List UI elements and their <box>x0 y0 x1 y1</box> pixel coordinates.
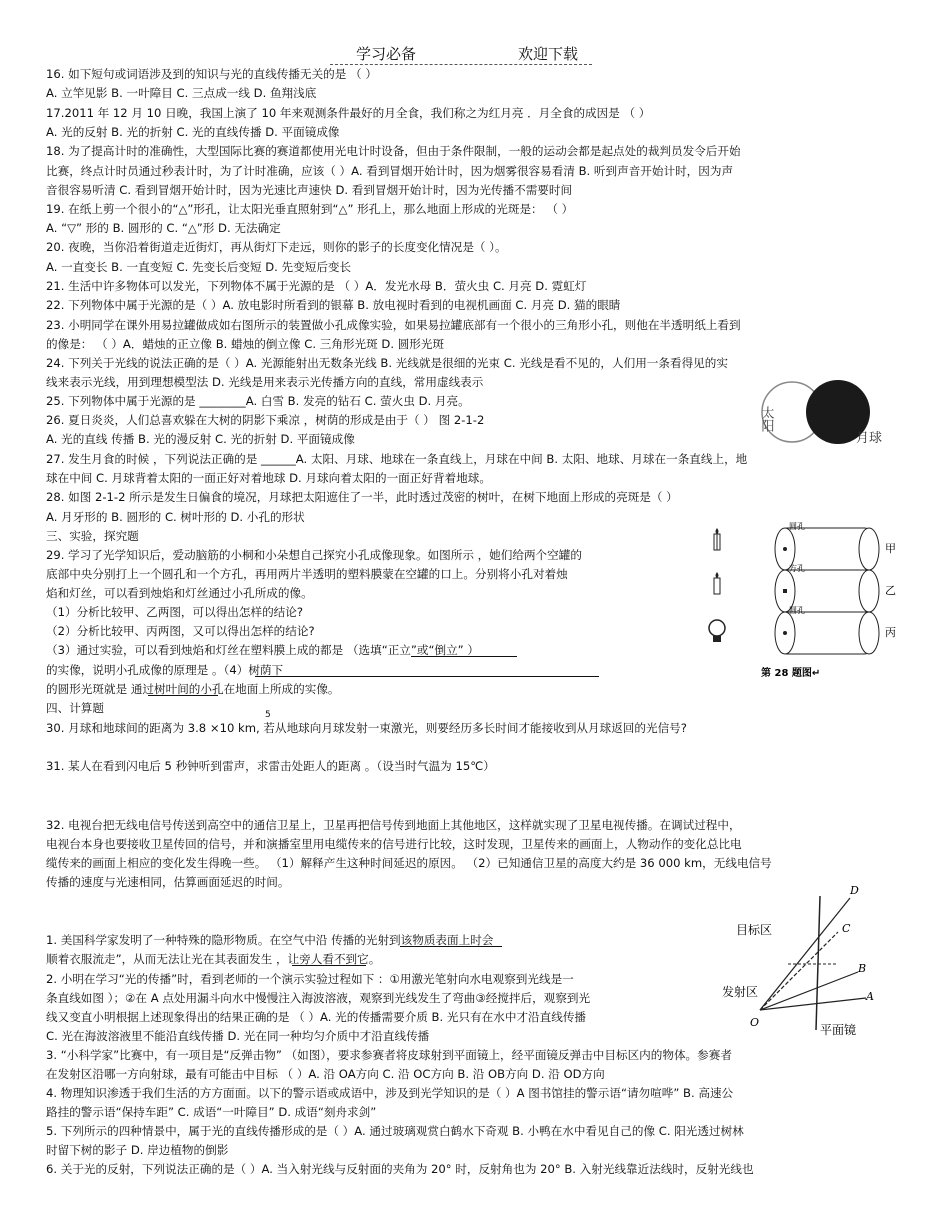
figure-caption: 第 28 题图↵ <box>761 668 821 679</box>
text-line: 16. 如下短句或词语涉及到的知识与光的直线传播无关的是 （ ） <box>46 67 377 81</box>
answer-blank[interactable] <box>255 676 599 677</box>
text-line: 4. 物理知识渗透于我们生活的方方面面。以下的警示语或成语中，涉及到光学知识的是（ ）A 图书馆挂的警示语“请勿喧哗” B. 高速公 <box>46 1086 734 1100</box>
text-line: 27. 发生月食的时候 ，下列说法正确的是 ______A. 太阳、月球、地球在一条直线上，月球在中间 B. 太阳、地球、月球在一条直线上，地 <box>46 452 748 466</box>
text-line: 29. 学习了光学知识后，爱动脑筋的小桐和小朵想自己探究小孔成像现象。如图所示 ，她们给两个空罐的 <box>46 548 582 562</box>
eclipse-figure <box>752 378 898 450</box>
text-line: 2. 小明在学习“光的传播”时，看到老师的一个演示实验过程如下 ：①用激光笔射向水电观察到光线是一 <box>46 972 574 986</box>
sun-label: 太阳 <box>758 406 774 432</box>
text-line: 时留下树的影子 D. 岸边植物的倒影 <box>46 1143 229 1157</box>
mirror-target-figure <box>720 880 900 1040</box>
text-line: 28. 如图 2-1-2 所示是发生日偏食的境况，月球把太阳遮住了一半，此时透过茂密的树叶，在树下地面上形成的亮斑是（ ） <box>46 490 678 504</box>
pinhole-can-figure <box>705 520 901 682</box>
header-left: 学习必备 <box>356 45 417 63</box>
text-line: 底部中央分别打上一个圆孔和一个方孔，再用两片半透明的塑料膜蒙在空罐的口上。分别将小孔对着烛 <box>46 567 568 581</box>
lightbulb-icon <box>709 620 725 636</box>
answer-blank[interactable] <box>292 965 366 966</box>
text-line: A. “▽” 形的 B. 圆形的 C. “△”形 D. 无法确定 <box>46 221 281 235</box>
text-line: 在发射区沿哪一方向射球，最有可能击中目标 （ ）A. 沿 OA方向 C. 沿 OC方向 B. 沿 OB方向 D. 沿 OD方向 <box>46 1067 605 1081</box>
text-line: （2）分析比较甲、丙两图，又可以得出怎样的结论? <box>46 624 315 638</box>
text-line: 26. 夏日炎炎，人们总喜欢躲在大树的阴影下乘凉 ，树荫的形成是由于（ ） 图 2-1-2 <box>46 413 485 427</box>
text-line: 音很容易听清 C. 看到冒烟开始计时，因为光速比声速快 D. 看到冒烟开始计时，因为光传播不需要时间 <box>46 183 573 197</box>
header-divider <box>330 64 592 65</box>
text-line: 30. 月球和地球间的距离为 3.8 ×10 km, 若从地球向月球发射一束激光，则要经历多长时间才能接收到从月球返回的光信号? <box>46 721 687 735</box>
launch-zone-label: 发射区 <box>722 985 759 999</box>
can-bing <box>709 605 896 654</box>
text-line: 25. 下列物体中属于光源的是 ________A. 白雪 B. 发亮的钻石 C. 萤火虫 D. 月亮。 <box>46 394 470 408</box>
svg-text:C: C <box>842 922 851 935</box>
answer-blank[interactable] <box>400 946 502 947</box>
answer-blank[interactable] <box>148 695 218 696</box>
svg-text:甲: 甲 <box>885 542 896 555</box>
text-line: 6. 关于光的反射，下列说法正确的是（ ）A. 当入射光线与反射面的夹角为 20° 时，反射角也为 20° B. 入射光线靠近法线时，反射光线也 <box>46 1162 754 1176</box>
section-heading: 四、计算题 <box>46 701 104 715</box>
text-line: 条直线如图 ）；②在 A 点处用漏斗向水中慢慢注入海波溶液，观察到光线发生了弯曲③经搅拌后，观察到光 <box>46 991 591 1005</box>
text-line: 19. 在纸上剪一个很小的“△”形孔，让太阳光垂直照射到“△” 形孔上，那么地面上形成的光斑是： （ ） <box>46 202 574 216</box>
text-line: 的实像，说明小孔成像的原理是 。（4）树荫下 <box>46 663 284 677</box>
svg-text:丙: 丙 <box>885 626 896 639</box>
text-line: 线来表示光线，用到理想模型法 D. 光线是用来表示光传播方向的直线，常用虚线表示 <box>46 375 484 389</box>
text-line: A. 光的直线 传播 B. 光的漫反射 C. 光的折射 D. 平面镜成像 <box>46 432 355 446</box>
text-line: 路挂的警示语“保持车距” C. 成语“一叶障目” D. 成语“刻舟求剑” <box>46 1105 377 1119</box>
text-line: 球在中间 C. 月球背着太阳的一面正好对着地球 D. 月球向着太阳的一面正好背着地球。 <box>46 471 491 485</box>
text-line: A. 月牙形的 B. 圆形的 C. 树叶形的 D. 小孔的形状 <box>46 510 305 524</box>
text-line: 22. 下列物体中属于光源的是（ ）A. 放电影时所看到的银幕 B. 放电视时看到的电视机画面 C. 月亮 D. 猫的眼睛 <box>46 298 621 312</box>
text-line: 顺着衣服流走”，从而无法让光在其表面发生 ，让旁人看不到它。 <box>46 952 381 966</box>
svg-text:B: B <box>858 962 867 975</box>
text-line: 23. 小明同学在课外用易拉罐做成如右图所示的装置做小孔成像实验，如果易拉罐底部有一个很小的三角形小孔，则他在半透明纸上看到 <box>46 318 741 332</box>
svg-text:D: D <box>850 884 859 897</box>
text-line: 18. 为了提高计时的准确性，大型国际比赛的赛道都使用光电计时设备，但由于条件限制，一般的运动会都是起点处的裁判员发令后开始 <box>46 144 741 158</box>
text-line: A. 立竿见影 B. 一叶障目 C. 三点成一线 D. 鱼翔浅底 <box>46 86 317 100</box>
text-line: A. 光的反射 B. 光的折射 C. 光的直线传播 D. 平面镜成像 <box>46 125 340 139</box>
svg-text:O: O <box>750 1016 760 1029</box>
svg-text:圆孔: 圆孔 <box>789 522 805 531</box>
svg-text:方孔: 方孔 <box>789 564 805 573</box>
text-line: 32. 电视台把无线电信号传送到高空中的通信卫星上，卫星再把信号传到地面上其他地区，这样就实现了卫星电视传播。在调试过程中， <box>46 818 741 832</box>
text-line: 1. 美国科学家发明了一种特殊的隐形物质。在空气中沿 传播的光射到该物质表面上时会 <box>46 933 494 947</box>
text-line: （1）分析比较甲、乙两图，可以得出怎样的结论? <box>46 605 304 619</box>
text-line: 24. 下列关于光线的说法正确的是（ ）A. 光源能射出无数条光线 B. 光线就是很细的光束 C. 光线是看不见的，人们用一条看得见的实 <box>46 356 728 370</box>
text-line: 17.2011 年 12 月 10 日晚，我国上演了 10 年来观测条件最好的月全食，我们称之为红月亮 ．月全食的成因是 （ ） <box>46 106 651 120</box>
text-line: 的像是： （ ）A．蜡烛的正立像 B. 蜡烛的倒立像 C. 三角形光斑 D. 圆形光斑 <box>46 337 445 351</box>
svg-text:A: A <box>866 990 874 1003</box>
header-right: 欢迎下载 <box>518 45 579 63</box>
exponent: 5 <box>265 710 271 720</box>
text-line: 缆传来的画面上相应的变化发生得晚一些。 （1）解释产生这种时间延迟的原因。 （2）已知通信卫星的高度大约是 36 000 km，无线电信号 <box>46 856 772 870</box>
text-line: 21. 生活中许多物体可以发光，下列物体不属于光源的是 （ ）A．发光水母 B．萤火虫 C. 月亮 D. 霓虹灯 <box>46 279 587 293</box>
section-heading: 三、实验，探究题 <box>46 529 139 543</box>
target-zone-label: 目标区 <box>736 923 773 937</box>
text-line: （3）通过实验，可以看到烛焰和灯丝在塑料膜上成的都是 （选填“正立”或“倒立” ） <box>46 643 479 657</box>
text-line: 传播的速度与光速相同，估算画面延迟的时间。 <box>46 875 290 889</box>
text-line: 的圆形光斑就是 通过树叶间的小孔在地面上所成的实像。 <box>46 682 340 696</box>
svg-text:圆孔: 圆孔 <box>789 606 805 615</box>
text-line: 焰和灯丝，可以看到烛焰和灯丝通过小孔所成的像。 <box>46 586 313 600</box>
mirror-label: 平面镜 <box>820 1023 857 1037</box>
moon-label: 月球 <box>856 431 883 446</box>
text-line: 线又变直小明根据上述现象得出的结果正确的是 （ ）A. 光的传播需要介质 B. 光只有在水中才沿直线传播 <box>46 1010 587 1024</box>
text-line: 电视台本身也要接收卫星传回的信号，并和演播室里用电缆传来的信号进行比较，这时发现，卫星传来的画面上，人物动作的变化总比电 <box>46 837 742 851</box>
text-line: A. 一直变长 B. 一直变短 C. 先变长后变短 D. 先变短后变长 <box>46 260 352 274</box>
text-line: C. 光在海波溶液里不能沿直线传播 D. 光在同一种均匀介质中才沿直线传播 <box>46 1029 430 1043</box>
answer-blank[interactable] <box>411 656 517 657</box>
text-line: 3. “小科学家”比赛中，有一项目是“反弹击物” （如图），要求参赛者将皮球射到平面镜上，经平面镜反弹击中目标区内的物体。参赛者 <box>46 1048 732 1062</box>
text-line: 比赛，终点计时员通过秒表计时，为了计时准确，应该（ ）A. 看到冒烟开始计时，因为烟雾很容易看清 B. 听到声音开始计时，因为声 <box>46 164 734 178</box>
text-line: 20. 夜晚，当你沿着街道走近街灯，再从街灯下走远，则你的影子的长度变化情况是（ ）。 <box>46 240 507 254</box>
text-line: 31. 某人在看到闪电后 5 秒钟听到雷声，求雷击处距人的距离 。（设当时气温为 15℃） <box>46 759 495 773</box>
can-jia <box>714 521 896 570</box>
can-yi <box>714 563 896 612</box>
text-line: 5. 下列所示的四种情景中，属于光的直线传播形成的是（ ）A. 通过玻璃观赏白鹤水下奇观 B. 小鸭在水中看见自己的像 C. 阳光透过树林 <box>46 1124 744 1138</box>
svg-text:乙: 乙 <box>885 584 896 597</box>
